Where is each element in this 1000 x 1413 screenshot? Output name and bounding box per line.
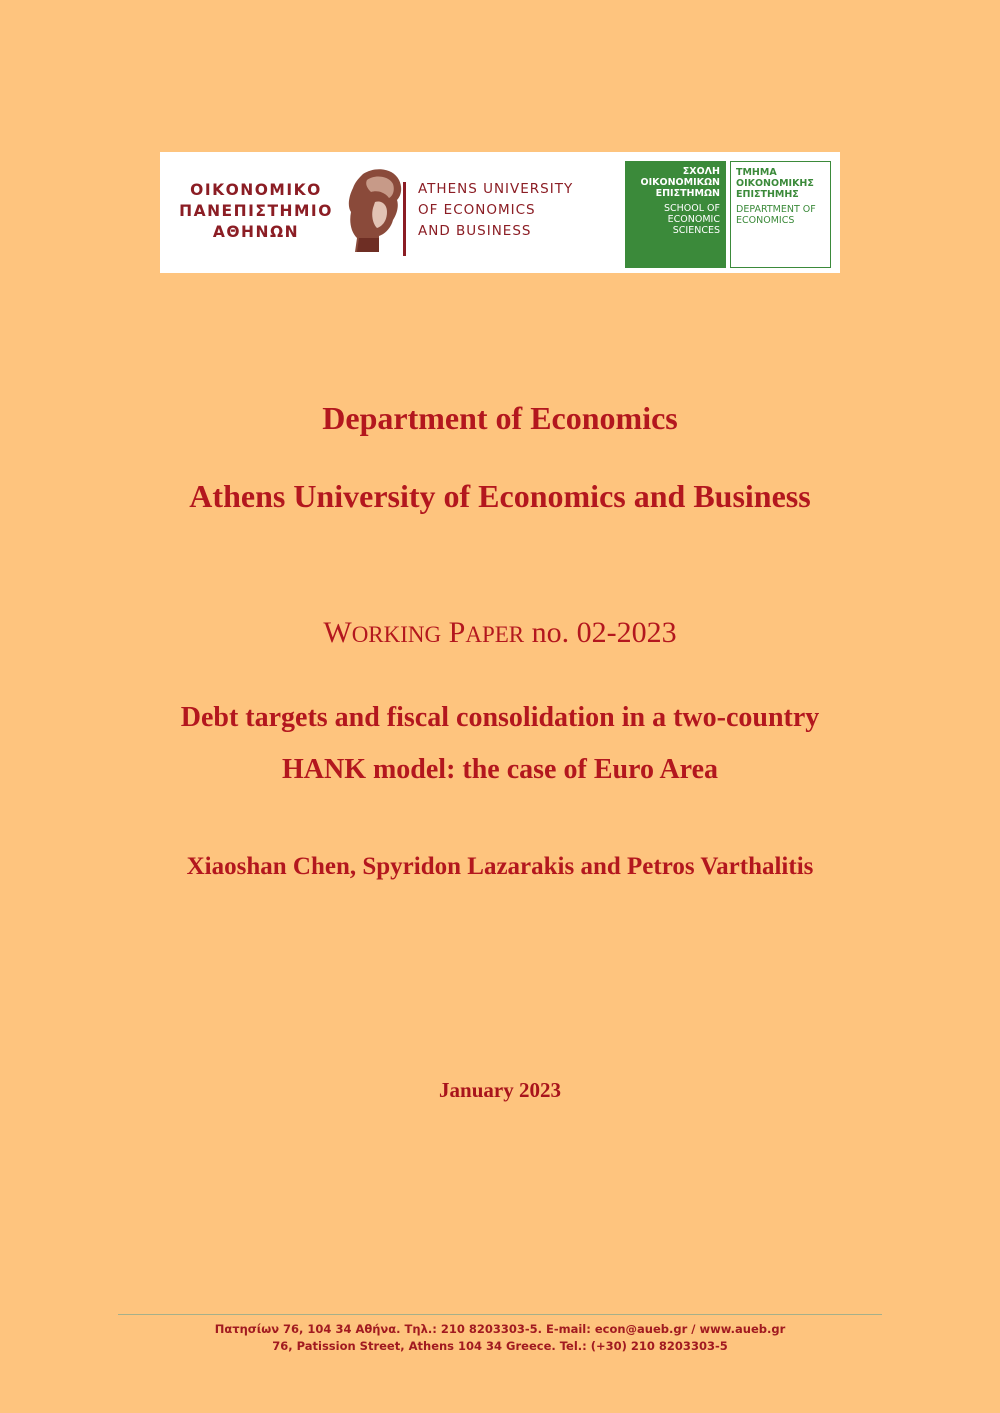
footer-address-english: 76, Patission Street, Athens 104 34 Greece. Tel.: (+30) 210 8203303-5 <box>272 1339 728 1353</box>
school-logo-text: ΣΧΟΛΗ ΟΙΚΟΝΟΜΙΚΩΝ ΕΠΙΣΤΗΜΩΝ SCHOOL OF ECONOMIC SCIENCES <box>640 166 720 236</box>
footer-address-greek: Πατησίων 76, 104 34 Αθήνα. Τηλ.: 210 8203303-5. E-mail: econ@aueb.gr / www.aueb.gr <box>214 1322 786 1336</box>
hermes-head-logo <box>345 166 409 258</box>
paper-date: January 2023 <box>439 1078 561 1102</box>
paper-title-line-2: HANK model: the case of Euro Area <box>281 754 719 785</box>
paper-title-line-1: Debt targets and fiscal consolidation in a two-country <box>180 702 820 733</box>
aueb-greek-name: ΟΙΚΟΝΟΜΙΚΟ ΠΑΝΕΠΙΣΤΗΜΙΟ ΑΘΗΝΩΝ <box>179 181 333 241</box>
university-heading: Athens University of Economics and Business <box>189 478 811 514</box>
department-logo <box>730 161 831 268</box>
aueb-english-name: ATHENS UNIVERSITY OF ECONOMICS AND BUSINESS <box>418 181 574 239</box>
working-paper-number: WORKING PAPER no. 02-2023 <box>323 616 677 649</box>
department-heading: Department of Economics <box>322 400 678 436</box>
school-logo <box>625 161 726 268</box>
department-logo-text: ΤΜΗΜΑ ΟΙΚΟΝΟΜΙΚΗΣ ΕΠΙΣΤΗΜΗΣ DEPARTMENT OF ECONOMICS <box>736 167 816 226</box>
logo-banner <box>160 152 840 273</box>
footer-divider <box>118 1314 882 1315</box>
paper-authors: Xiaoshan Chen, Spyridon Lazarakis and Petros Varthalitis <box>186 853 814 880</box>
